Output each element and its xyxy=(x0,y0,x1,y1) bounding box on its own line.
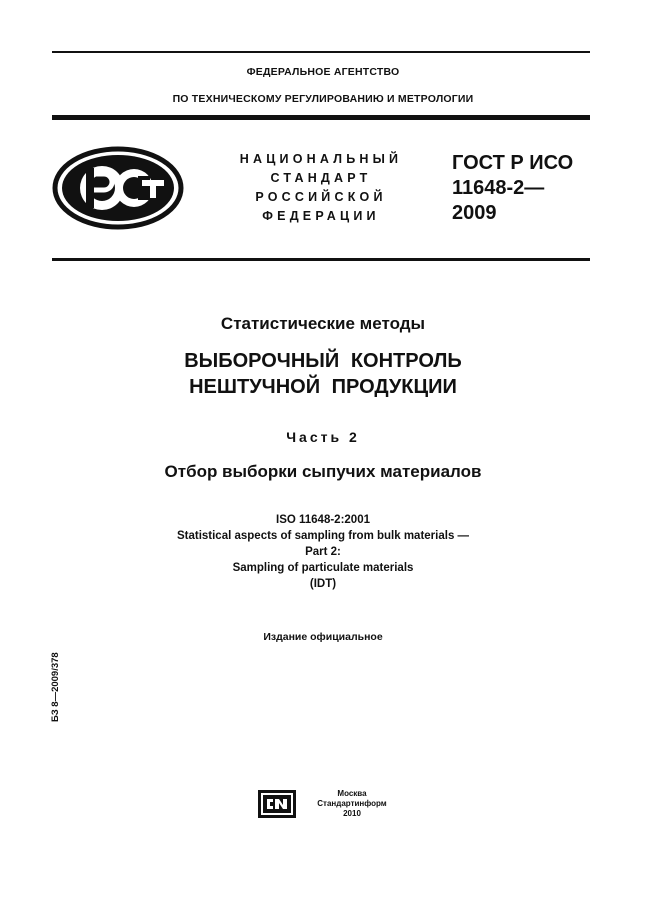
main-title xyxy=(0,348,646,400)
designation-line-2: 11648-2— xyxy=(452,177,545,199)
middle-rule xyxy=(52,258,590,261)
publisher-info xyxy=(300,789,404,819)
publisher-name: Стандартинформ xyxy=(317,799,387,808)
iso-line-4: Sampling of particulate materials xyxy=(232,562,414,574)
iso-line-1: ISO 11648-2:2001 xyxy=(276,514,370,526)
iso-line-5: (IDT) xyxy=(309,578,337,590)
national-line-2: СТАНДАРТ xyxy=(270,171,372,185)
agency-line-2: ПО ТЕХНИЧЕСКОМУ РЕГУЛИРОВАНИЮ И МЕТРОЛОГИИ xyxy=(172,93,474,105)
gost-r-logo-icon xyxy=(52,146,184,230)
iso-line-3: Part 2: xyxy=(305,546,341,558)
designation-line-1: ГОСТ Р ИСО xyxy=(452,152,574,174)
iso-line-2: Statistical aspects of sampling from bulk materials — xyxy=(176,530,470,542)
official-edition: Издание официальное xyxy=(263,631,383,643)
main-title-line-2: НЕШТУЧНОЙ ПРОДУКЦИИ xyxy=(189,376,457,398)
top-rule-thin xyxy=(52,51,590,53)
top-rule-thick xyxy=(52,115,590,120)
national-line-3: РОССИЙСКОЙ xyxy=(255,190,387,204)
subject-title: Статистические методы xyxy=(220,314,426,333)
standard-designation xyxy=(452,151,602,226)
designation-line-3: 2009 xyxy=(452,202,497,224)
part-number: Часть 2 xyxy=(286,429,360,445)
iso-reference xyxy=(0,512,646,592)
main-title-line-1: ВЫБОРОЧНЫЙ КОНТРОЛЬ xyxy=(184,350,462,372)
part-title: Отбор выборки сыпучих материалов xyxy=(164,462,482,481)
side-code: БЗ 8—2009/378 xyxy=(50,652,61,722)
national-standard-label xyxy=(226,150,416,226)
publisher-year: 2010 xyxy=(343,809,361,818)
publisher-logo-icon xyxy=(258,790,296,818)
national-line-4: ФЕДЕРАЦИИ xyxy=(262,209,380,223)
national-line-1: НАЦИОНАЛЬНЫЙ xyxy=(239,152,403,166)
publisher-city: Москва xyxy=(337,789,367,798)
agency-line-1: ФЕДЕРАЛЬНОЕ АГЕНТСТВО xyxy=(246,66,400,78)
